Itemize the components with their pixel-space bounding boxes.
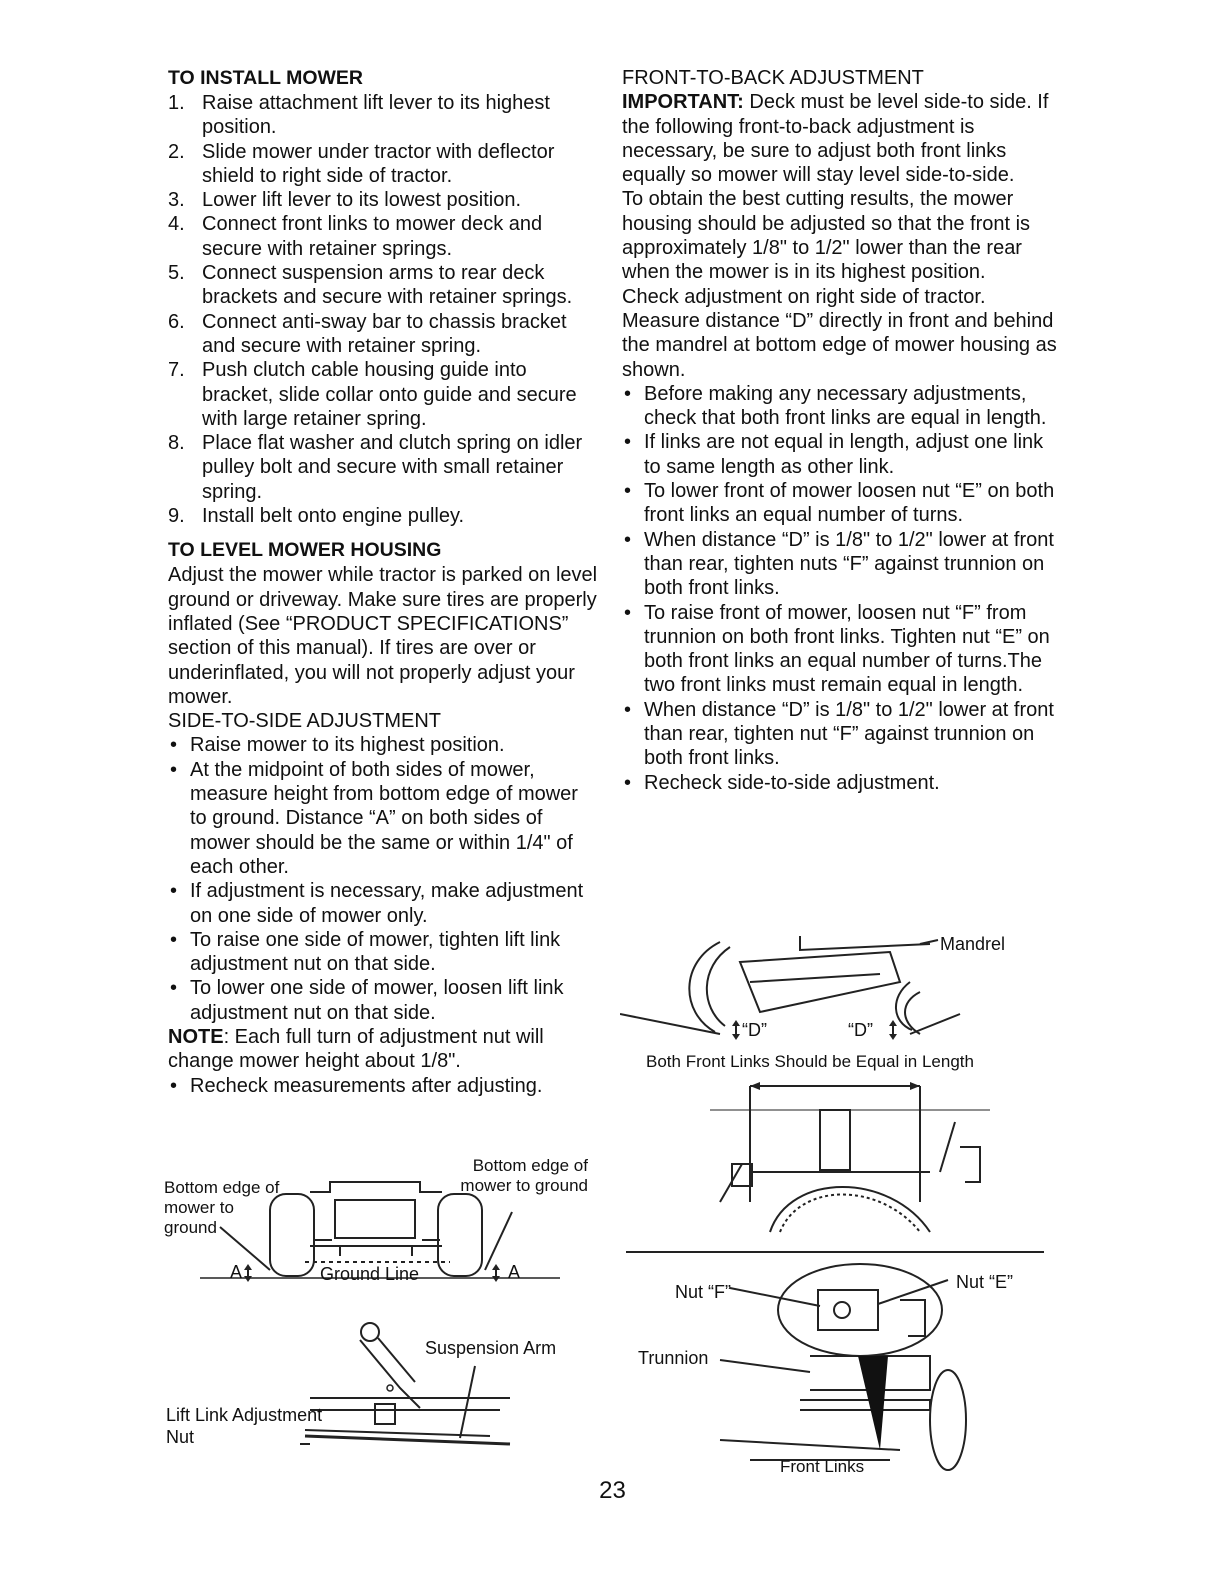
note-label: NOTE bbox=[168, 1025, 224, 1048]
page-number: 23 bbox=[599, 1477, 626, 1504]
list-item: • Raise mower to its highest position. bbox=[168, 733, 598, 757]
right-column bbox=[622, 66, 1062, 795]
front-links-figure bbox=[630, 1052, 1050, 1242]
front-links-label: Front Links bbox=[780, 1457, 865, 1476]
list-item: 3. Lower lift lever to its lowest position. bbox=[168, 189, 522, 212]
note bbox=[168, 1025, 598, 1074]
list-item: 7. Push clutch cable housing guide into bracket, slide collar onto guide and secure with large retainer spring. bbox=[168, 359, 577, 430]
lift-link-label: Lift Link Adjustment Nut bbox=[166, 1405, 323, 1447]
list-item: • To lower front of mower loosen nut “E” on both front links an equal number of turns. bbox=[622, 479, 1062, 528]
paragraph: Check adjustment on right side of tractor. Measure distance “D” directly in front and behind the mandrel at bottom edge of mower housing as shown. bbox=[622, 285, 1057, 381]
mandrel-label: Mandrel bbox=[940, 934, 1006, 954]
list-item: 9. Install belt onto engine pulley. bbox=[168, 505, 465, 528]
front-links-caption: Both Front Links Should be Equal in Length bbox=[646, 1052, 974, 1071]
divider bbox=[626, 1251, 1044, 1253]
list-item: 2. Slide mower under tractor with deflector shield to right side of tractor. bbox=[168, 140, 555, 187]
front-to-back-list bbox=[622, 382, 1062, 795]
important-label: IMPORTANT: bbox=[622, 91, 744, 114]
list-item: • When distance “D” is 1/8" to 1/2" lower at front than rear, tighten nuts “F” against trunnion on both front links. bbox=[622, 528, 1062, 601]
distance-a-right-label: A bbox=[508, 1262, 521, 1282]
paragraph: To obtain the best cutting results, the mower housing should be adjusted so that the front is approximately 1/8" to 1/2" lower than the rear when the mower is in its highest position. bbox=[622, 188, 1031, 284]
left-column bbox=[168, 66, 598, 1098]
list-item: • To raise one side of mower, tighten lift link adjustment nut on that side. bbox=[168, 928, 598, 977]
suspension-arm-label: Suspension Arm bbox=[425, 1338, 557, 1358]
list-item: • Recheck side-to-side adjustment. bbox=[622, 771, 1062, 795]
level-title: TO LEVEL MOWER HOUSING bbox=[168, 539, 442, 562]
list-item: • To raise front of mower, loosen nut “F” from trunnion on both front links. Tighten nut “E” on both front links an equal number of turns.The two front links must remain equal in length. bbox=[622, 601, 1062, 698]
note-text: : Each full turn of adjustment nut will change mower height about 1/8". bbox=[168, 1025, 544, 1073]
list-item: • Recheck measurements after adjusting. bbox=[168, 1074, 598, 1098]
side-to-side-list bbox=[168, 733, 598, 1025]
list-item: • When distance “D” is 1/8" to 1/2" lower at front than rear, tighten nut “F” against trunnion on both front links. bbox=[622, 698, 1062, 771]
list-item: 5. Connect suspension arms to rear deck brackets and secure with retainer springs. bbox=[168, 262, 573, 309]
front-to-back-title: FRONT-TO-BACK ADJUSTMENT bbox=[622, 67, 924, 89]
list-item: 6. Connect anti-sway bar to chassis bracket and secure with retainer spring. bbox=[168, 310, 567, 357]
important-note bbox=[622, 90, 1062, 187]
list-item: 1. Raise attachment lift lever to its highest position. bbox=[168, 92, 550, 139]
list-item: • If links are not equal in length, adjust one link to same length as other link. bbox=[622, 430, 1062, 479]
side-to-side-title: SIDE-TO-SIDE ADJUSTMENT bbox=[168, 710, 441, 733]
list-item: • If adjustment is necessary, make adjustment on one side of mower only. bbox=[168, 879, 598, 928]
level-intro: Adjust the mower while tractor is parked on level ground or driveway. Make sure tires are properly inflated (See “PRODUCT SPECIFICATIONS” section of this manual). If tires are over or underinflated, you will not properly adjust your mower. bbox=[168, 564, 598, 708]
recheck-list bbox=[168, 1074, 598, 1098]
trunnion-label: Trunnion bbox=[638, 1348, 709, 1368]
list-item: 4. Connect front links to mower deck and secure with retainer springs. bbox=[168, 213, 543, 260]
install-title: TO INSTALL MOWER bbox=[168, 67, 363, 89]
nut-e-label: Nut “E” bbox=[956, 1272, 1014, 1292]
front-links-illustration bbox=[630, 1052, 1050, 1242]
nut-f-label: Nut “F” bbox=[675, 1282, 731, 1302]
list-item: • At the midpoint of both sides of mower, measure height from bottom edge of mower to ground. Distance “A” on both sides of mower should be the same or within 1/4" of each other. bbox=[168, 758, 598, 879]
list-item: 8. Place flat washer and clutch spring on idler pulley bolt and secure with small retainer spring. bbox=[168, 432, 583, 503]
bottom-edge-left-label: Bottom edge of mower to ground bbox=[164, 1178, 280, 1237]
install-steps bbox=[168, 91, 598, 528]
list-item: • To lower one side of mower, loosen lift link adjustment nut on that side. bbox=[168, 976, 598, 1025]
bottom-edge-right-label: Bottom edge of mower to ground bbox=[460, 1156, 588, 1195]
nuts-trunnion-figure bbox=[630, 1260, 1050, 1485]
distance-a-left-label: A bbox=[230, 1262, 243, 1282]
ground-line-label: Ground Line bbox=[320, 1264, 420, 1284]
ground-measurement-figure bbox=[160, 1152, 600, 1292]
suspension-figure bbox=[160, 1318, 600, 1478]
distance-d-left-label: “D” bbox=[742, 1020, 767, 1040]
mandrel-figure bbox=[620, 922, 1040, 1042]
list-item: • Before making any necessary adjustments, check that both front links are equal in length. bbox=[622, 382, 1062, 431]
important-text: Deck must be level side-to side. If the following front-to-back adjustment is necessary, be sure to adjust both front links equally so mower will stay level side-to-side. bbox=[622, 91, 1049, 187]
distance-d-right-label: “D” bbox=[848, 1020, 873, 1040]
